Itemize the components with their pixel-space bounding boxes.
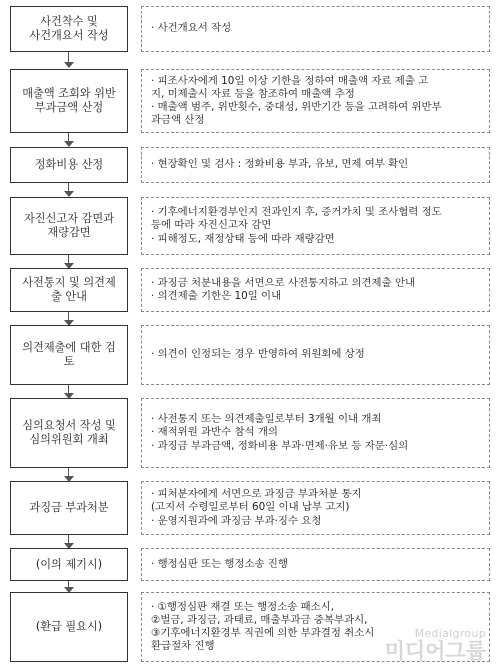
step-opinion-review bbox=[10, 325, 490, 385]
step-detail-box bbox=[141, 69, 490, 133]
step-label: (이의 제기시) bbox=[35, 557, 103, 571]
step-label-box bbox=[10, 197, 128, 255]
detail-line: · 현장확인 및 검사 : 정화비용 부과, 유보, 면제 여부 확인 bbox=[151, 158, 409, 171]
detail-line: · 행정심판 또는 행정소송 진행 bbox=[151, 557, 288, 570]
step-label-box bbox=[10, 592, 128, 662]
step-label-box bbox=[10, 147, 128, 183]
detail-line: (고지서 수령일로부터 60일 이내 납부 고지) bbox=[151, 501, 350, 514]
detail-line: · 의견이 인정되는 경우 반영하여 위원회에 상정 bbox=[151, 348, 365, 361]
step-label: 자진신고자 감면과 재량감면 bbox=[23, 212, 114, 239]
detail-line: · ①행정심판 재결 또는 행정소송 패소시, bbox=[151, 600, 334, 613]
step-detail-box bbox=[141, 548, 490, 581]
step-sales-lookup bbox=[10, 69, 490, 133]
step-detail-box bbox=[141, 197, 490, 255]
step-label: 매출액 조회와 위반 부과금액 산정 bbox=[22, 87, 116, 114]
step-label: 사전통지 및 의견제 출 안내 bbox=[22, 276, 116, 303]
step-detail-box bbox=[141, 6, 490, 52]
step-objection bbox=[10, 548, 490, 581]
step-label: 심의요청서 작성 및 심의위원회 개최 bbox=[22, 419, 116, 446]
step-label: (환급 필요시) bbox=[35, 620, 103, 633]
detail-line: · 매출액 범주, 위반횟수, 중대성, 위반기간 등을 고려하여 위반부 bbox=[151, 101, 442, 113]
step-refund bbox=[10, 592, 490, 662]
watermark-text-en: Medialgroup bbox=[414, 627, 486, 640]
detail-line: · 과징금 부과금액, 정화비용 부과·면제·유보 등 자문·심의 bbox=[151, 439, 409, 452]
step-label-box bbox=[10, 481, 128, 535]
step-label-box bbox=[10, 325, 128, 385]
detail-line: · 의견제출 기한은 10일 이내 bbox=[151, 290, 282, 302]
step-detail-box bbox=[141, 147, 490, 183]
detail-line: · 피처분자에게 서면으로 과징금 부과처분 통지 bbox=[151, 488, 362, 501]
step-cleanup-cost bbox=[10, 147, 490, 183]
step-detail-box bbox=[141, 398, 490, 468]
arrow-down-icon bbox=[64, 62, 74, 68]
step-detail-box bbox=[141, 325, 490, 385]
detail-line: · 피조사자에게 10일 이상 기한을 정하여 매출액 자료 제출 고 bbox=[151, 74, 429, 87]
step-label-box bbox=[10, 69, 128, 133]
detail-line: ③기후에너지환경부 직권에 의한 부과결정 취소시 bbox=[151, 627, 375, 639]
step-label-box bbox=[10, 6, 128, 52]
step-penalty-imposition bbox=[10, 481, 490, 535]
step-deliberation bbox=[10, 398, 490, 468]
step-case-initiation bbox=[10, 6, 490, 52]
step-detail-box bbox=[141, 592, 490, 662]
step-prior-notice bbox=[10, 268, 490, 312]
step-label: 과징금 부과처분 bbox=[29, 501, 109, 514]
detail-line: · 기후에너지환경부인지 전과인지 후, 증거가치 및 조사협력 정도 bbox=[151, 206, 442, 219]
detail-line: · 재적위원 과반수 참석 개의 bbox=[151, 426, 278, 439]
step-label: 사건착수 및 사건개요서 작성 bbox=[29, 15, 109, 42]
detail-line: 지, 미제출시 자료 등을 참조하여 매출액 추정 bbox=[151, 87, 355, 100]
step-label: 의견제출에 대한 검 토 bbox=[22, 341, 116, 368]
detail-line: · 과징금 처분내용을 서면으로 사전통지하고 의견제출 안내 bbox=[151, 276, 416, 289]
step-label: 정화비용 산정 bbox=[34, 158, 104, 171]
detail-line: · 사전통지 또는 의견제출일로부터 3개월 이내 개최 bbox=[151, 413, 382, 426]
detail-line: 환급절차 진행 bbox=[151, 640, 215, 653]
step-detail-box bbox=[141, 481, 490, 535]
detail-line: 등에 따라 자진신고자 감면 bbox=[151, 219, 272, 232]
watermark-text-ko: 미디어그룹 bbox=[384, 639, 486, 663]
detail-line: · 피해정도, 재정상태 등에 따라 재량감면 bbox=[151, 232, 335, 245]
step-self-report-reduction bbox=[10, 197, 490, 255]
detail-line: · 사건개요서 작성 bbox=[151, 22, 232, 35]
detail-line: · 운영지원과에 과징금 부과·징수 요청 bbox=[151, 514, 322, 527]
detail-line: 과금액 산정 bbox=[151, 114, 205, 127]
detail-line: ②벌금, 과징금, 과태료, 매출부과금 중복부과시, bbox=[151, 613, 368, 626]
step-detail-box bbox=[141, 268, 490, 312]
step-label-box bbox=[10, 548, 128, 581]
step-label-box bbox=[10, 398, 128, 468]
step-label-box bbox=[10, 268, 128, 312]
